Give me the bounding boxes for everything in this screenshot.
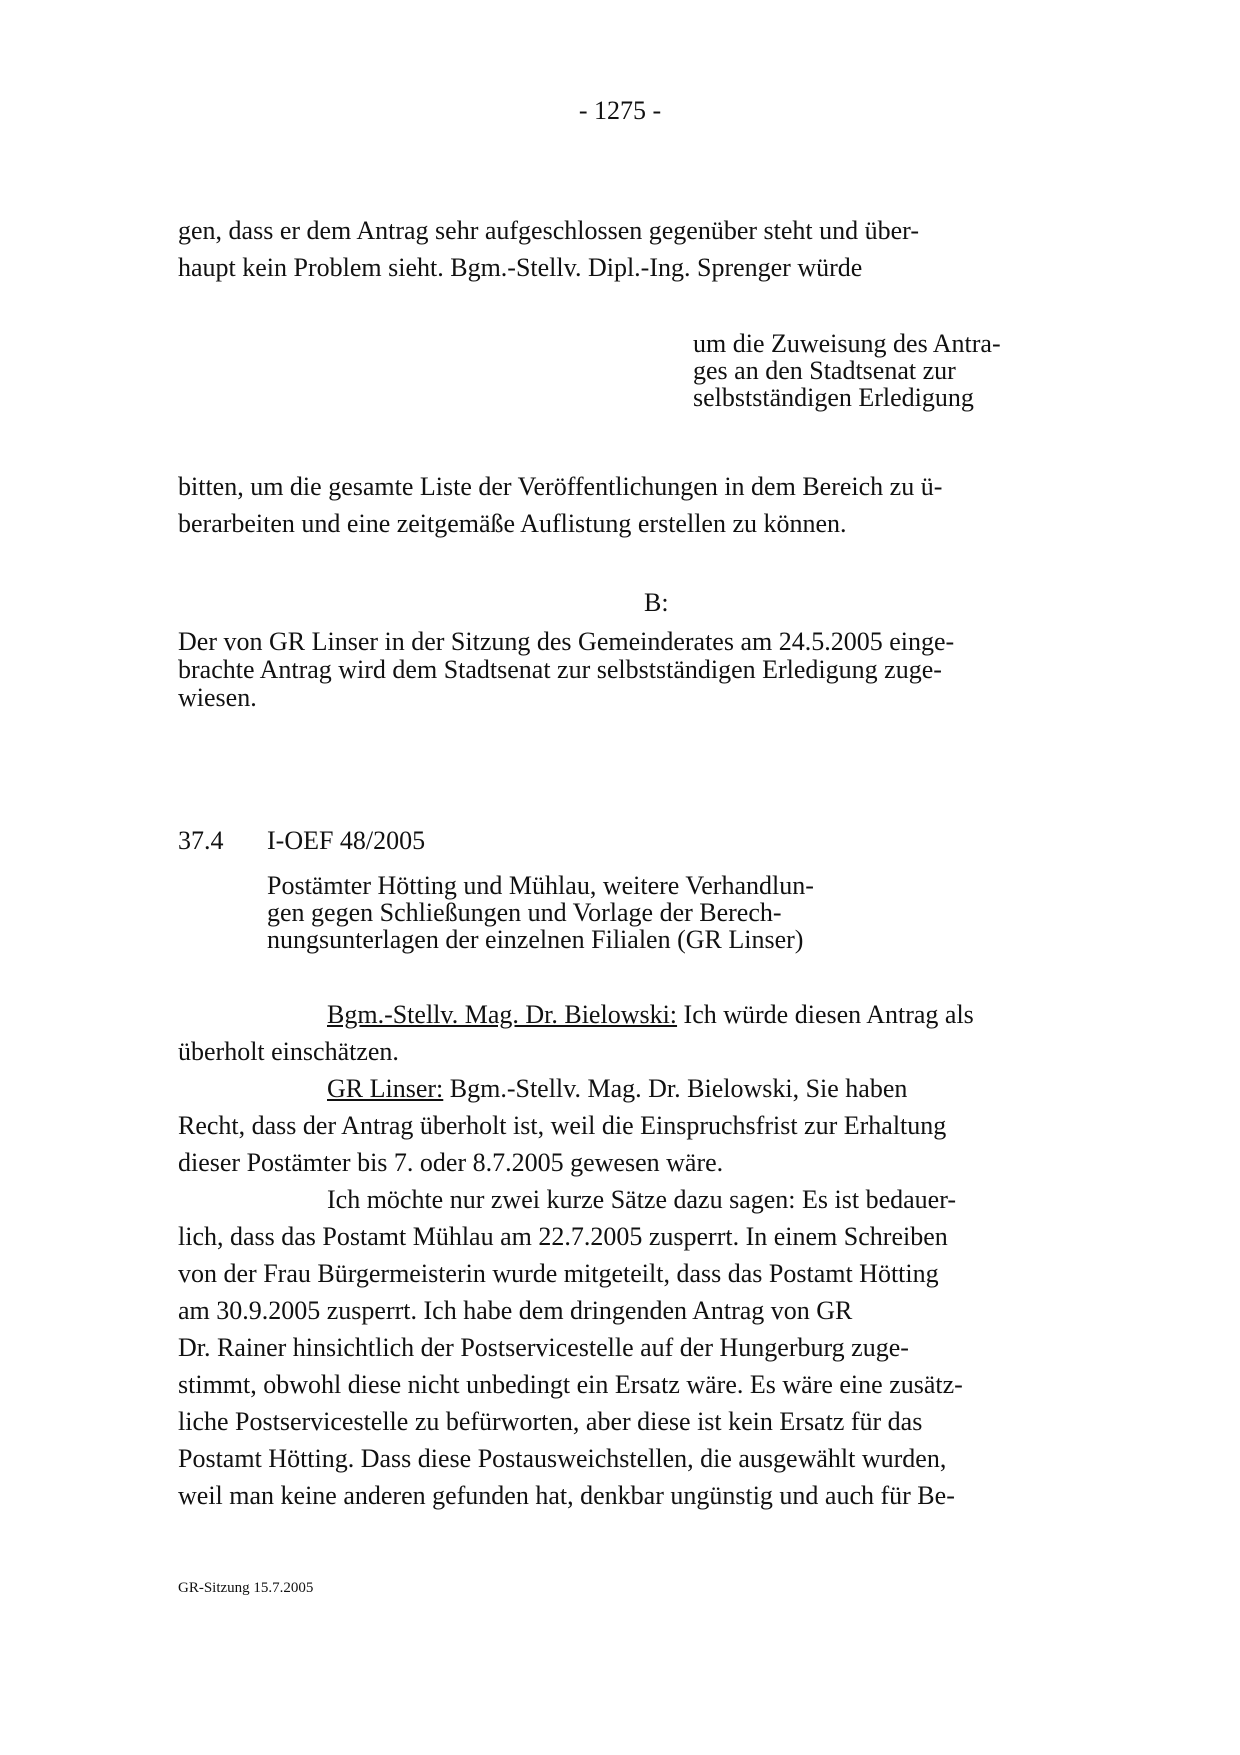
agenda-item-title bbox=[267, 872, 917, 953]
speaker-name: Bgm.-Stellv. Mag. Dr. Bielowski: bbox=[327, 1000, 678, 1029]
text-line: gen, dass er dem Antrag sehr aufgeschlossen gegenüber steht und über- bbox=[178, 216, 919, 245]
text-line: stimmt, obwohl diese nicht unbedingt ein Ersatz wäre. Es wäre eine zusätz- bbox=[178, 1370, 963, 1399]
text-line: weil man keine anderen gefunden hat, denkbar ungünstig und auch für Be- bbox=[178, 1481, 955, 1510]
text-line: um die Zuweisung des Antra- bbox=[693, 329, 1001, 358]
text-line: brachte Antrag wird dem Stadtsenat zur selbstständigen Erledigung zuge- bbox=[178, 655, 942, 684]
debate-section bbox=[178, 996, 1068, 1514]
text-line: Postamt Hötting. Dass diese Postausweichstellen, die ausgewählt wurden, bbox=[178, 1444, 947, 1473]
text-line: lich, dass das Postamt Mühlau am 22.7.2005 zusperrt. In einem Schreiben bbox=[178, 1222, 948, 1251]
text-line: ges an den Stadtsenat zur bbox=[693, 356, 956, 385]
page-number: - 1275 - bbox=[578, 96, 662, 125]
text-line: haupt kein Problem sieht. Bgm.-Stellv. Dipl.-Ing. Sprenger würde bbox=[178, 253, 863, 282]
speaker-name: GR Linser: bbox=[327, 1074, 444, 1103]
agenda-item-number: 37.4 bbox=[178, 826, 224, 855]
intro-paragraph bbox=[178, 212, 1068, 286]
resolution-label: B: bbox=[644, 588, 669, 617]
text-line: Dr. Rainer hinsichtlich der Postservicestelle auf der Hungerburg zuge- bbox=[178, 1333, 909, 1362]
text-line: wiesen. bbox=[178, 683, 257, 712]
resolution-paragraph bbox=[178, 628, 1068, 712]
text-line bbox=[178, 996, 1068, 1033]
text-line: überholt einschätzen. bbox=[178, 1037, 399, 1066]
text-line: bitten, um die gesamte Liste der Veröffentlichungen in dem Bereich zu ü- bbox=[178, 472, 943, 501]
text-line: selbstständigen Erledigung bbox=[693, 383, 974, 412]
text-line: Postämter Hötting und Mühlau, weitere Verhandlun- bbox=[267, 871, 814, 900]
text-line: berarbeiten und eine zeitgemäße Auflistung erstellen zu können. bbox=[178, 509, 847, 538]
text-line: Recht, dass der Antrag überholt ist, weil die Einspruchsfrist zur Erhaltung bbox=[178, 1111, 947, 1140]
text-line: Der von GR Linser in der Sitzung des Gemeinderates am 24.5.2005 einge- bbox=[178, 627, 955, 656]
text-line: liche Postservicestelle zu befürworten, aber diese ist kein Ersatz für das bbox=[178, 1407, 923, 1436]
text-line: gen gegen Schließungen und Vorlage der Berech- bbox=[267, 898, 782, 927]
speech-text: Ich würde diesen Antrag als bbox=[677, 1000, 974, 1029]
text-line: dieser Postämter bis 7. oder 8.7.2005 gewesen wäre. bbox=[178, 1148, 724, 1177]
motion-block bbox=[693, 330, 1053, 411]
text-line: nungsunterlagen der einzelnen Filialen (GR Linser) bbox=[267, 925, 804, 954]
text-line: von der Frau Bürgermeisterin wurde mitgeteilt, dass das Postamt Hötting bbox=[178, 1259, 939, 1288]
footer-session-date: GR-Sitzung 15.7.2005 bbox=[178, 1580, 314, 1596]
agenda-item-id: I-OEF 48/2005 bbox=[267, 826, 426, 855]
continuation-paragraph bbox=[178, 468, 1068, 542]
text-line: Ich möchte nur zwei kurze Sätze dazu sagen: Es ist bedauer- bbox=[327, 1185, 956, 1214]
speech-text: Bgm.-Stellv. Mag. Dr. Bielowski, Sie haben bbox=[443, 1074, 908, 1103]
text-line bbox=[178, 1070, 1068, 1107]
text-line: am 30.9.2005 zusperrt. Ich habe dem dringenden Antrag von GR bbox=[178, 1296, 853, 1325]
